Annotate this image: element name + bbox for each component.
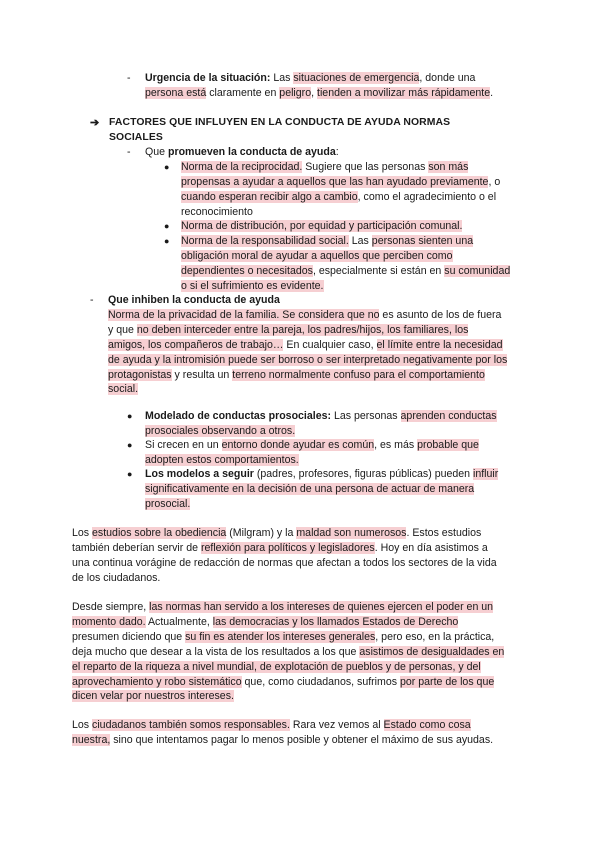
- urgencia-item: Urgencia de la situación: Las situaciones de emergencia, donde una persona está claramente en peligro, tienden a movilizar más rápidamente.: [145, 72, 494, 99]
- dash-bullet: -: [127, 72, 131, 84]
- norma-reciprocidad-item: Norma de la reciprocidad. Sugiere que las personas son más propensas a ayudar a aquellos que las han ayudado previamente, o cuando esperan recibir algo a cambio, como el agradecimiento o el reconocimiento: [181, 161, 501, 218]
- bullet-dot: ●: [127, 469, 133, 479]
- bullet-dot: ●: [127, 440, 133, 450]
- bullet-dot: ●: [164, 162, 170, 172]
- modelos-item: Los modelos a seguir (padres, profesores, figuras públicas) pueden influir significativamente en la decisión de una persona de actuar de manera prosocial.: [145, 468, 499, 510]
- paragraph-ciudadanos: Los ciudadanos también somos responsables. Rara vez vemos al Estado como cosa nuestra, sino que intentamos pagar lo menos posible y obtener el máximo de sus ayudas.: [72, 719, 494, 746]
- arrow-icon: ➔: [90, 117, 100, 129]
- bullet-dot: ●: [164, 236, 170, 246]
- norma-distribucion-item: Norma de distribución, por equidad y participación comunal.: [181, 220, 463, 232]
- bullet-dot: ●: [164, 221, 170, 231]
- inhiben-section: Que inhiben la conducta de ayuda Norma de la privacidad de la familia. Se considera que no es asunto de los de fuera y que no deben interceder entre la pareja, los padres/hijos, los familiares, los amigos, los compañeros de trabajo… En cualquier caso, el límite entre la necesidad de ayuda y la intromisión puede ser borroso o ser interpretado negativamente por los protagonistas y resulta un terreno normalmente confuso para el comportamiento social.: [108, 294, 508, 396]
- urgencia-label: Urgencia de la situación:: [145, 72, 271, 84]
- modelado-item: Modelado de conductas prosociales: Las personas aprenden conductas prosociales observando a otros.: [145, 410, 497, 437]
- inhiben-heading: Que inhiben la conducta de ayuda: [108, 294, 280, 306]
- bullet-dot: ●: [127, 411, 133, 421]
- paragraph-normas: Desde siempre, las normas han servido a los intereses de quienes ejercen el poder en un momento dado. Actualmente, las democracias y los llamados Estados de Derecho presumen diciendo que su fin es atender los intereses generales, pero eso, en la práctica, deja mucho que desear a la vista de los resultados a los que asistimos de desigualdades en el reparto de la riqueza a nivel mundial, de explotación de pueblos y de personas, y del aprovechamiento y robo sistemático que, como ciudadanos, sufrimos por parte de los que dicen velar por nuestros intereses.: [72, 601, 505, 703]
- dash-bullet: -: [90, 294, 94, 306]
- section-heading: FACTORES QUE INFLUYEN EN LA CONDUCTA DE AYUDA NORMAS SOCIALES: [109, 117, 451, 143]
- norma-responsabilidad-item: Norma de la responsabilidad social. Las personas sienten una obligación moral de ayudar a aquellos que perciben como dependientes o necesitados, especialmente si están en su comunidad o si el sufrimiento es evidente.: [181, 235, 511, 292]
- paragraph-obediencia: Los estudios sobre la obediencia (Milgram) y la maldad son numerosos. Estos estudios también deberían servir de reflexión para políticos y legisladores. Hoy en día asistimos a una continua vorágine de redacción de normas que afectan a todos los sectores de la vida de los ciudadanos.: [72, 527, 497, 584]
- entorno-item: Si crecen en un entorno donde ayudar es común, es más probable que adopten estos comportamientos.: [145, 439, 479, 466]
- dash-bullet: -: [127, 146, 131, 158]
- promueven-heading: Que promueven la conducta de ayuda:: [145, 146, 339, 158]
